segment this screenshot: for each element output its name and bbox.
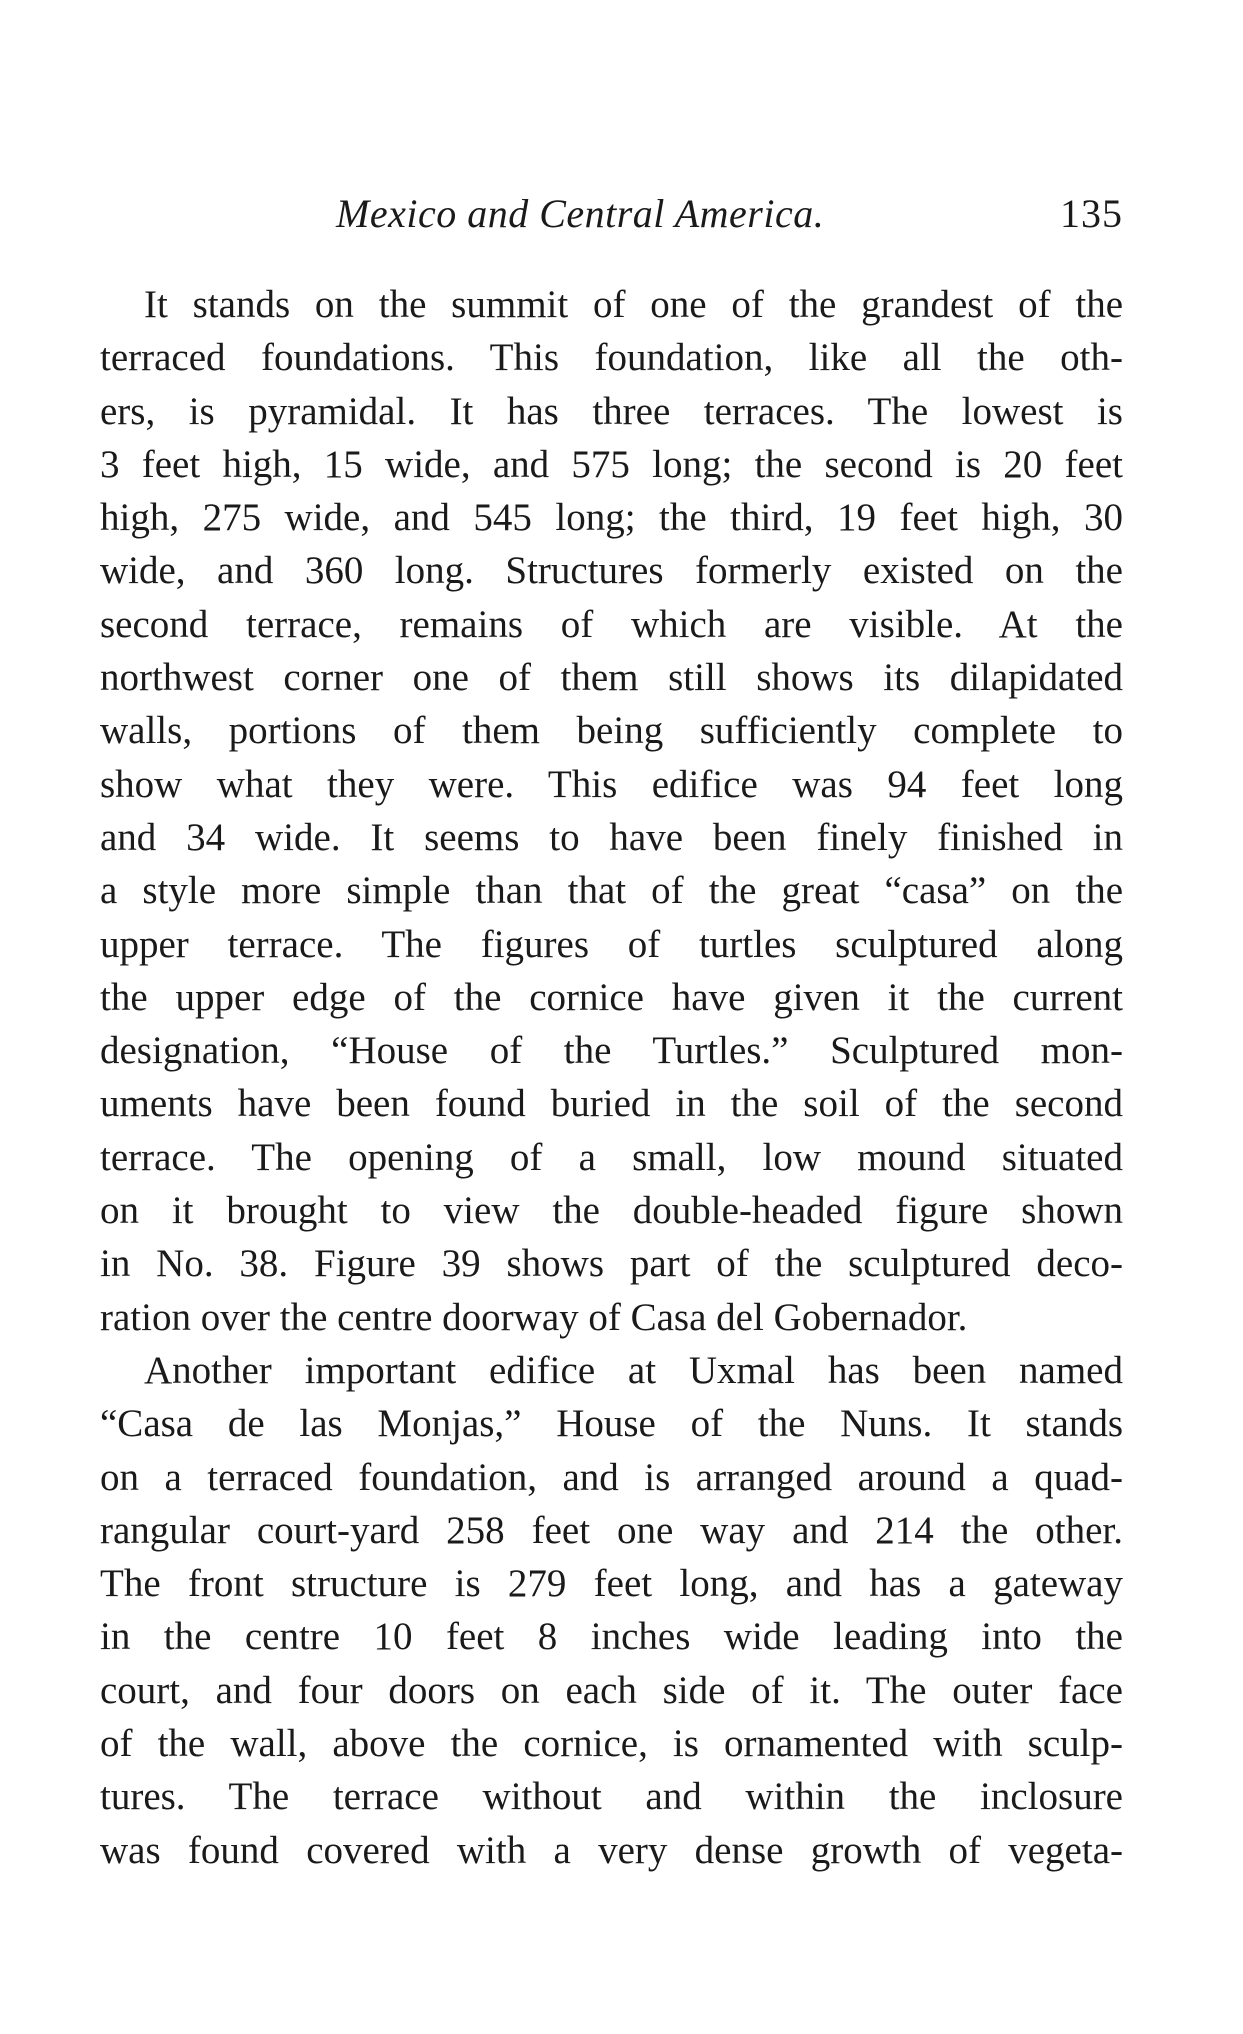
text-line: second terrace, remains of which are visible. At the bbox=[100, 602, 1123, 646]
text-line: walls, portions of them being sufficiently complete to bbox=[100, 709, 1123, 753]
text-line: Another important edifice at Uxmal has been named bbox=[144, 1348, 1123, 1392]
text-line: “Casa de las Monjas,” House of the Nuns. It stands bbox=[100, 1402, 1123, 1446]
text-line: The front structure is 279 feet long, and has a gateway bbox=[100, 1562, 1123, 1606]
text-line: rangular court-yard 258 feet one way and 214 the other. bbox=[100, 1508, 1123, 1552]
text-line: in No. 38. Figure 39 shows part of the sculptured deco- bbox=[100, 1242, 1123, 1286]
text-line: on it brought to view the double-headed figure shown bbox=[100, 1189, 1123, 1233]
running-header bbox=[100, 190, 1123, 242]
text-line: tures. The terrace without and within the inclosure bbox=[100, 1775, 1123, 1819]
text-line: designation, “House of the Turtles.” Sculptured mon- bbox=[100, 1029, 1123, 1073]
text-line: on a terraced foundation, and is arranged around a quad- bbox=[100, 1455, 1123, 1499]
body-text bbox=[100, 278, 1123, 1877]
text-line: upper terrace. The figures of turtles sculptured along bbox=[100, 922, 1123, 966]
text-line: and 34 wide. It seems to have been finely finished in bbox=[100, 815, 1123, 859]
text-line: of the wall, above the cornice, is ornamented with sculp- bbox=[100, 1722, 1123, 1766]
text-line: the upper edge of the cornice have given it the current bbox=[100, 975, 1123, 1019]
text-line: uments have been found buried in the soil of the second bbox=[100, 1082, 1123, 1126]
text-line: 3 feet high, 15 wide, and 575 long; the second is 20 feet bbox=[100, 442, 1123, 486]
text-line: high, 275 wide, and 545 long; the third, 19 feet high, 30 bbox=[100, 496, 1123, 540]
text-line: terraced foundations. This foundation, like all the oth- bbox=[100, 336, 1123, 380]
text-line: It stands on the summit of one of the grandest of the bbox=[144, 283, 1123, 326]
text-line: ration over the centre doorway of Casa del Gobernador. bbox=[100, 1295, 968, 1339]
text-line: ers, is pyramidal. It has three terraces. The lowest is bbox=[100, 389, 1123, 433]
text-line: was found covered with a very dense growth of vegeta- bbox=[100, 1828, 1123, 1872]
text-line: court, and four doors on each side of it. The outer face bbox=[100, 1668, 1123, 1712]
text-line: terrace. The opening of a small, low mound situated bbox=[100, 1135, 1123, 1179]
text-line: show what they were. This edifice was 94 feet long bbox=[100, 762, 1123, 806]
running-title: Mexico and Central America. bbox=[336, 191, 825, 236]
text-line: northwest corner one of them still shows its dilapidated bbox=[100, 656, 1123, 700]
text-line: in the centre 10 feet 8 inches wide leading into the bbox=[100, 1615, 1123, 1659]
page-number: 135 bbox=[1060, 191, 1123, 236]
text-line: wide, and 360 long. Structures formerly existed on the bbox=[100, 549, 1123, 593]
text-line: a style more simple than that of the great “casa” on the bbox=[100, 869, 1123, 913]
paragraph-1 bbox=[100, 278, 1123, 1344]
paragraph-2 bbox=[100, 1344, 1123, 1877]
